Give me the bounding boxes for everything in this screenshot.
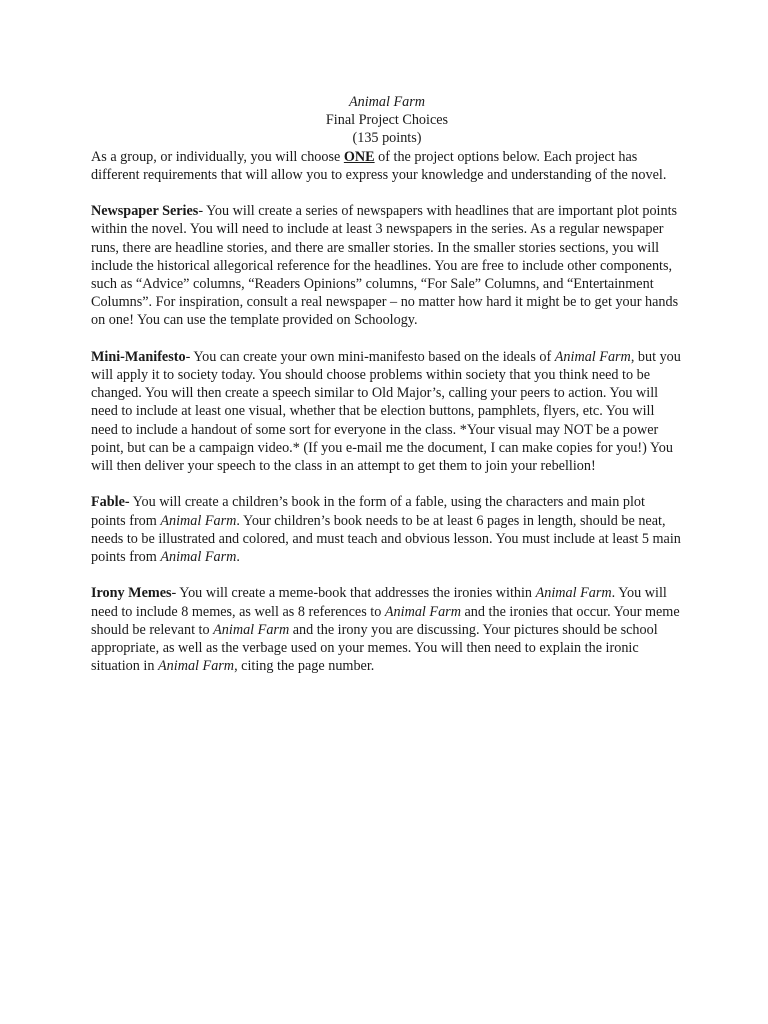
fable-book-title-1: Animal Farm bbox=[160, 512, 237, 529]
document-subtitle: Final Project Choices bbox=[325, 112, 449, 129]
memes-text-3: and the ironies that occur. Your meme should be relevant to bbox=[91, 603, 680, 638]
manifesto-heading: Mini-Manifesto bbox=[91, 348, 186, 365]
manifesto-text-2: , but you will apply it to society today. You should choose problems within society that you think need to be changed. You will then create a speech similar to Old Major’s, calling your peers to action. You will need to include at least one visual, whether that be election buttons, pamphlets, flyers, etc. You will need to include a handout of some sort for everyone in the class. *Your visual may NOT be a power point, but can be a campaign video.* (If you e-mail me the document, I can make copies for you!) You will then deliver your speech to the class in an attempt to get them to join your rebellion! bbox=[91, 348, 681, 475]
intro-emphasis: ONE bbox=[343, 148, 375, 165]
fable-text-1: You will create a children’s book in the form of a fable, using the characters and main plot points from bbox=[91, 494, 645, 529]
memes-heading: Irony Memes bbox=[91, 585, 172, 602]
memes-section bbox=[91, 584, 683, 675]
intro-paragraph bbox=[91, 148, 683, 184]
intro-text-after: of the project options below. Each project has different requirements that will allow you to express your knowledge and understanding of the novel. bbox=[91, 148, 667, 183]
newspaper-heading: Newspaper Series bbox=[91, 203, 199, 220]
intro-text-before: As a group, or individually, you will choose bbox=[91, 148, 344, 165]
memes-text-4: and the irony you are discussing. Your pictures should be school appropriate, as well as the verbage used on your memes. You will then need to explain the ironic situation in bbox=[91, 621, 658, 675]
newspaper-section bbox=[91, 202, 683, 329]
title-block bbox=[91, 93, 683, 148]
manifesto-book-title: Animal Farm bbox=[554, 348, 631, 365]
memes-book-title-4: Animal Farm bbox=[158, 658, 235, 675]
memes-book-title-3: Animal Farm bbox=[213, 621, 290, 638]
fable-section bbox=[91, 493, 683, 566]
manifesto-text-1: - You can create your own mini-manifesto based on the ideals of bbox=[185, 348, 555, 365]
points-label: (135 points) bbox=[352, 130, 422, 147]
memes-text-5: , citing the page number. bbox=[234, 658, 375, 675]
memes-text-2: . You will need to include 8 memes, as well as 8 references to bbox=[91, 585, 667, 620]
document-title: Animal Farm bbox=[348, 94, 426, 110]
document-body bbox=[91, 93, 683, 675]
memes-book-title-1: Animal Farm bbox=[535, 585, 612, 602]
memes-text-1: - You will create a meme-book that addresses the ironies within bbox=[171, 585, 536, 602]
fable-text-2: . Your children’s book needs to be at least 6 pages in length, should be neat, needs to be illustrated and colored, and must teach and obvious lesson. You must include at least 5 main points from bbox=[91, 512, 681, 566]
newspaper-text: - You will create a series of newspapers with headlines that are important plot points within the novel. You will need to include at least 3 newspapers in the series. As a regular newspaper runs, there are headline stories, and there are smaller stories. In the smaller stories sections, you will include the historical allegorical reference for the headlines. You are free to include other components, such as “Advice” columns, “Readers Opinions” columns, “For Sale” Columns, and “Entertainment Columns”. For inspiration, consult a real newspaper – no matter how hard it might be to get your hands on one! You can use the template provided on Schoology. bbox=[91, 203, 679, 329]
fable-book-title-2: Animal Farm bbox=[160, 549, 237, 566]
manifesto-section bbox=[91, 348, 683, 475]
memes-book-title-2: Animal Farm bbox=[384, 603, 461, 620]
fable-text-3: . bbox=[236, 549, 240, 566]
fable-heading: Fable- bbox=[91, 494, 130, 511]
